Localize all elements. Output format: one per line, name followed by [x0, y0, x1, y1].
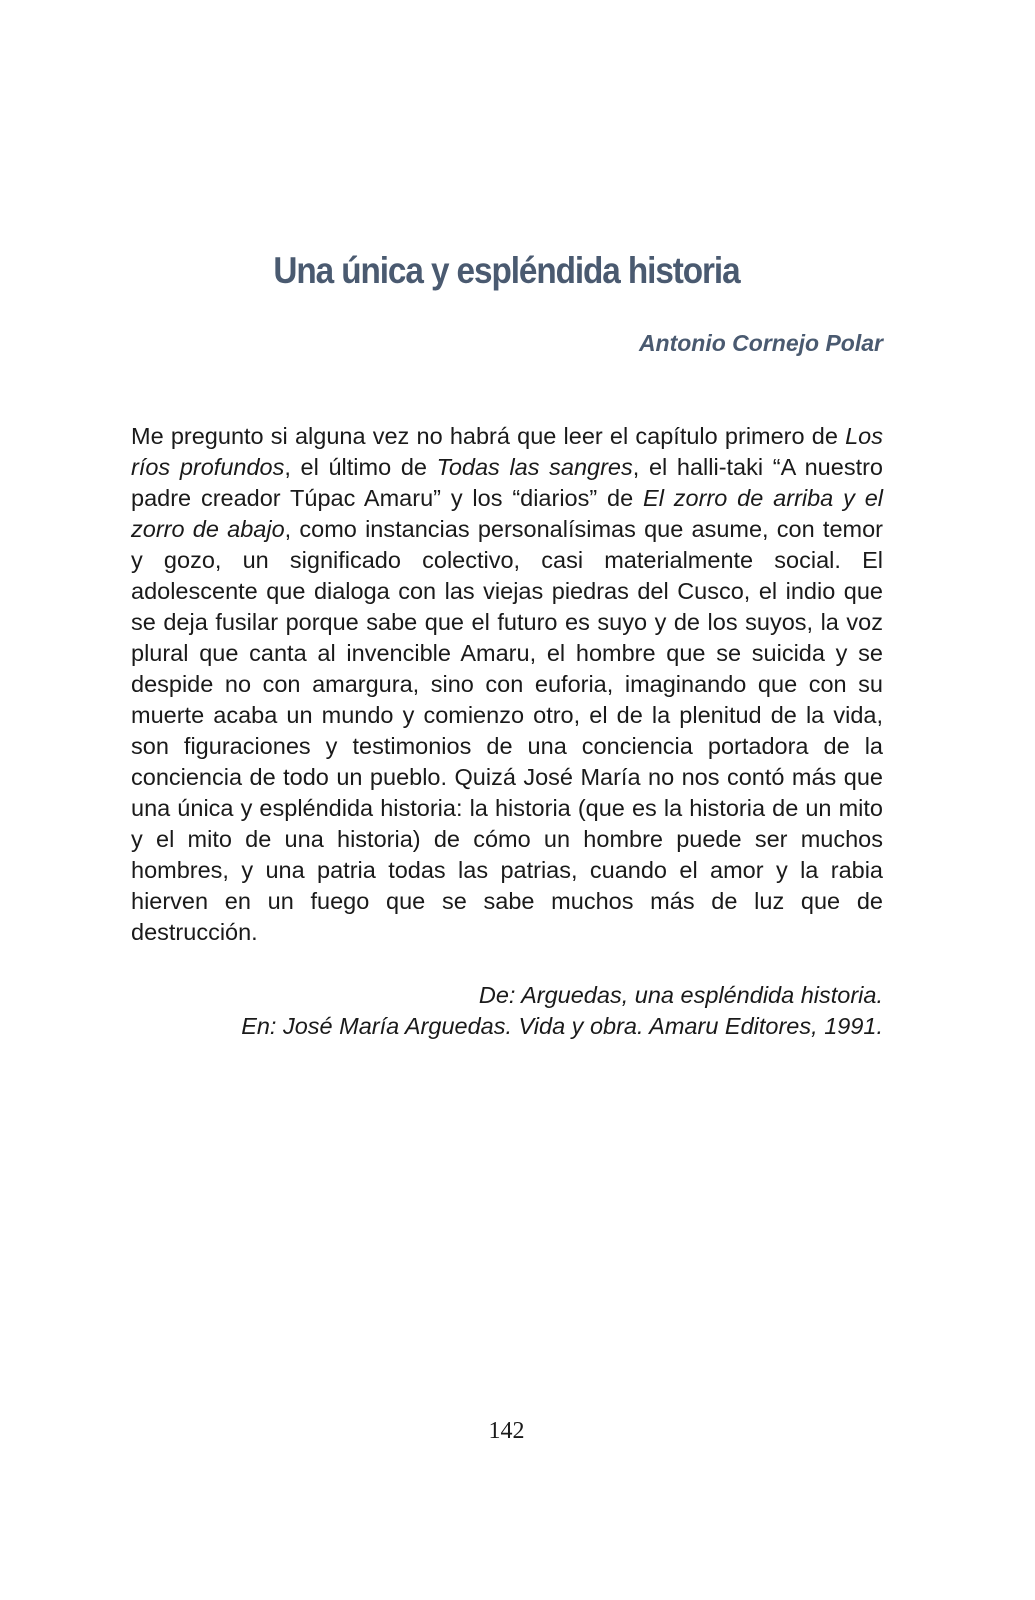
- source-citation: [241, 980, 883, 1042]
- book-title-todas-las-sangres: Todas las sangres: [436, 454, 633, 480]
- page-number: 142: [488, 1418, 525, 1444]
- body-paragraph: [131, 421, 883, 948]
- book-title-el-zorro: El zorro de arriba y el zorro de abajo: [131, 485, 883, 542]
- body-text-segment: , como instancias personalísimas que asume, con temor y gozo, un significado colectivo, casi materialmente social. El adolescente que dialoga con las viejas piedras del Cusco, el indio que se deja fusilar porque sabe que el futuro es suyo y de los suyos, la voz plural que canta al invencible Amaru, el hombre que se suicida y se despide no con amargura, sino con euforia, imaginando que con su muerte acaba un mundo y comienzo otro, el de la plenitud de la vida, son figuraciones y testimonios de una conciencia portadora de la conciencia de todo un pueblo. Quizá José María no nos contó más que una única y espléndida historia: la historia (que es la historia de un mito y el mito de una historia) de cómo un hombre puede ser muchos hombres, y una patria todas las patrias, cuando el amor y la rabia hierven en un fuego que se sabe muchos más de luz que de destrucción.: [131, 516, 883, 945]
- body-text-segment: Me pregunto si alguna vez no habrá que leer el capítulo primero de: [131, 423, 846, 449]
- author-name: Antonio Cornejo Polar: [638, 330, 883, 356]
- body-text-segment: , el último de: [284, 454, 437, 480]
- book-title-los-rios-profundos: Los ríos profundos: [131, 423, 883, 480]
- source-line-1: De: Arguedas, una espléndida historia.: [478, 982, 883, 1008]
- article-title: Una única y espléndida historia: [273, 250, 740, 291]
- body-text-segment: , el halli-taki “A nuestro padre creador Túpac Amaru” y los “diarios” de: [131, 454, 883, 511]
- source-line-2: En: José María Arguedas. Vida y obra. Amaru Editores, 1991.: [241, 1013, 883, 1039]
